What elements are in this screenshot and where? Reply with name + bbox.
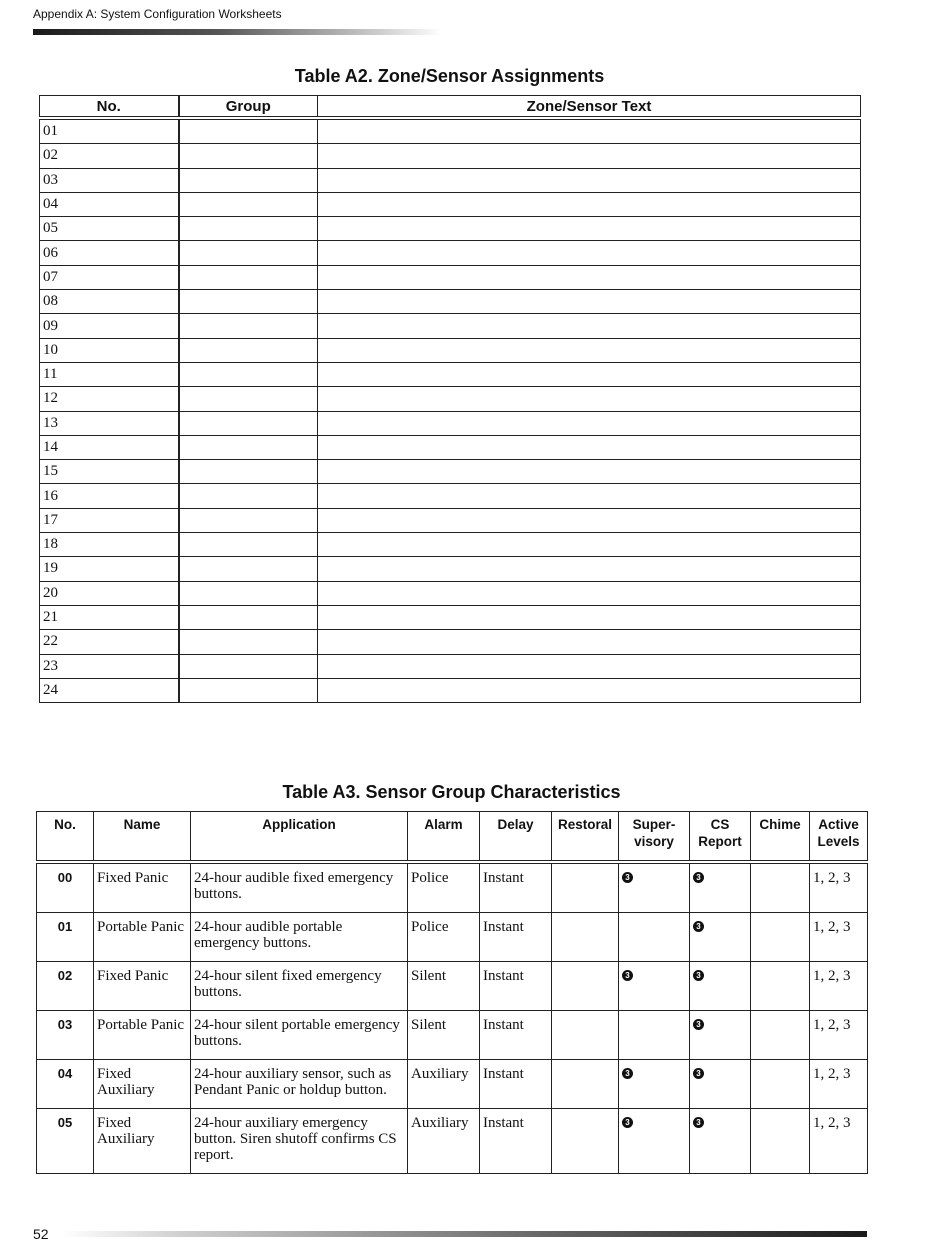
table-row — [37, 1060, 868, 1109]
restoral-cell — [552, 862, 619, 913]
numbered-bullet-icon: 3 — [693, 1068, 704, 1079]
table-row — [40, 411, 861, 435]
group-name-cell: Portable Panic — [94, 913, 191, 962]
zone-number-cell: 20 — [40, 581, 179, 605]
zone-sensor-text-cell — [318, 387, 861, 411]
cs-report-cell — [690, 1109, 751, 1174]
zone-number-cell: 23 — [40, 654, 179, 678]
group-name-cell: Fixed Panic — [94, 962, 191, 1011]
zone-number-cell: 13 — [40, 411, 179, 435]
zone-sensor-text-cell — [318, 605, 861, 629]
numbered-bullet-icon: 3 — [693, 921, 704, 932]
zone-sensor-text-cell — [318, 508, 861, 532]
numbered-bullet-icon: 3 — [622, 1068, 633, 1079]
zone-sensor-text-cell — [318, 314, 861, 338]
group-cell — [179, 387, 318, 411]
group-cell — [179, 241, 318, 265]
group-cell — [179, 314, 318, 338]
group-number-cell: 04 — [37, 1060, 94, 1109]
group-cell — [179, 118, 318, 144]
cs-report-cell — [690, 913, 751, 962]
header-line: Report — [698, 834, 742, 849]
table-row — [40, 605, 861, 629]
supervisory-cell — [619, 913, 690, 962]
supervisory-cell — [619, 1060, 690, 1109]
application-cell: 24-hour audible portable emergency buttons. — [191, 913, 408, 962]
zone-number-cell: 17 — [40, 508, 179, 532]
chime-cell — [751, 913, 810, 962]
chime-cell — [751, 862, 810, 913]
zone-number-cell: 14 — [40, 435, 179, 459]
delay-cell: Instant — [480, 1109, 552, 1174]
table-row — [40, 484, 861, 508]
table-row — [37, 1109, 868, 1174]
sensor-group-characteristics-table — [36, 811, 868, 1174]
chime-cell — [751, 1011, 810, 1060]
table-row — [40, 654, 861, 678]
delay-cell: Instant — [480, 862, 552, 913]
zone-number-cell: 06 — [40, 241, 179, 265]
group-cell — [179, 460, 318, 484]
group-number-cell: 02 — [37, 962, 94, 1011]
table-row — [40, 118, 861, 144]
application-cell: 24-hour audible fixed emergency buttons. — [191, 862, 408, 913]
zone-number-cell: 16 — [40, 484, 179, 508]
numbered-bullet-icon: 3 — [622, 970, 633, 981]
header-line: CS — [710, 817, 730, 832]
table-row — [40, 362, 861, 386]
restoral-cell — [552, 1011, 619, 1060]
group-cell — [179, 678, 318, 702]
application-cell: 24-hour silent fixed emergency buttons. — [191, 962, 408, 1011]
zone-sensor-text-cell — [318, 484, 861, 508]
zone-number-cell: 15 — [40, 460, 179, 484]
zone-sensor-text-cell — [318, 581, 861, 605]
application-cell: 24-hour silent portable emergency buttons. — [191, 1011, 408, 1060]
alarm-cell: Auxiliary — [408, 1060, 480, 1109]
zone-number-cell: 22 — [40, 630, 179, 654]
table-row — [37, 913, 868, 962]
group-cell — [179, 435, 318, 459]
alarm-cell: Silent — [408, 1011, 480, 1060]
group-cell — [179, 144, 318, 168]
column-header-chime: Chime — [751, 812, 810, 863]
table-row — [40, 387, 861, 411]
numbered-bullet-icon: 3 — [693, 1019, 704, 1030]
numbered-bullet-icon: 3 — [693, 970, 704, 981]
running-head: Appendix A: System Configuration Worksheets — [33, 7, 282, 21]
zone-sensor-text-cell — [318, 460, 861, 484]
table-row — [37, 962, 868, 1011]
restoral-cell — [552, 913, 619, 962]
zone-sensor-text-cell — [318, 362, 861, 386]
column-header-zone-sensor-text: Zone/Sensor Text — [318, 96, 861, 119]
restoral-cell — [552, 962, 619, 1011]
table-row — [40, 460, 861, 484]
group-cell — [179, 338, 318, 362]
group-number-cell: 00 — [37, 862, 94, 913]
alarm-cell: Silent — [408, 962, 480, 1011]
table-row — [40, 144, 861, 168]
active-levels-cell: 1, 2, 3 — [810, 1060, 868, 1109]
supervisory-cell — [619, 862, 690, 913]
group-number-cell: 03 — [37, 1011, 94, 1060]
group-number-cell: 05 — [37, 1109, 94, 1174]
active-levels-cell: 1, 2, 3 — [810, 1011, 868, 1060]
zone-number-cell: 10 — [40, 338, 179, 362]
table-row — [40, 533, 861, 557]
zone-sensor-text-cell — [318, 118, 861, 144]
header-line: Levels — [817, 834, 860, 849]
table-row — [40, 290, 861, 314]
cs-report-cell — [690, 862, 751, 913]
group-name-cell: Portable Panic — [94, 1011, 191, 1060]
zone-number-cell: 01 — [40, 118, 179, 144]
active-levels-cell: 1, 2, 3 — [810, 1109, 868, 1174]
group-cell — [179, 605, 318, 629]
group-cell — [179, 557, 318, 581]
table-row — [37, 1011, 868, 1060]
group-cell — [179, 630, 318, 654]
chime-cell — [751, 1060, 810, 1109]
footer-rule — [62, 1231, 867, 1237]
zone-number-cell: 19 — [40, 557, 179, 581]
header-rule — [33, 29, 443, 35]
zone-number-cell: 12 — [40, 387, 179, 411]
header-line: Active — [818, 817, 859, 832]
table-row — [40, 508, 861, 532]
active-levels-cell: 1, 2, 3 — [810, 962, 868, 1011]
zone-number-cell: 24 — [40, 678, 179, 702]
group-cell — [179, 217, 318, 241]
cs-report-cell — [690, 962, 751, 1011]
column-header-alarm: Alarm — [408, 812, 480, 863]
group-cell — [179, 192, 318, 216]
alarm-cell: Auxiliary — [408, 1109, 480, 1174]
zone-sensor-text-cell — [318, 654, 861, 678]
restoral-cell — [552, 1109, 619, 1174]
group-cell — [179, 533, 318, 557]
zone-number-cell: 21 — [40, 605, 179, 629]
table-row — [40, 435, 861, 459]
delay-cell: Instant — [480, 913, 552, 962]
supervisory-cell — [619, 1109, 690, 1174]
zone-sensor-text-cell — [318, 144, 861, 168]
table-row — [40, 192, 861, 216]
chime-cell — [751, 1109, 810, 1174]
table-row — [40, 557, 861, 581]
group-name-cell: Fixed Panic — [94, 862, 191, 913]
supervisory-cell — [619, 962, 690, 1011]
zone-number-cell: 09 — [40, 314, 179, 338]
numbered-bullet-icon: 3 — [693, 872, 704, 883]
zone-sensor-text-cell — [318, 241, 861, 265]
alarm-cell: Police — [408, 913, 480, 962]
zone-number-cell: 11 — [40, 362, 179, 386]
zone-sensor-text-cell — [318, 338, 861, 362]
delay-cell: Instant — [480, 1060, 552, 1109]
group-name-cell: Fixed Auxiliary — [94, 1060, 191, 1109]
table-a2-header-row — [40, 96, 861, 119]
delay-cell: Instant — [480, 962, 552, 1011]
zone-sensor-text-cell — [318, 557, 861, 581]
supervisory-cell — [619, 1011, 690, 1060]
page-number: 52 — [33, 1226, 49, 1242]
column-header-cs-report — [690, 812, 751, 863]
group-cell — [179, 265, 318, 289]
table-row — [40, 241, 861, 265]
zone-sensor-text-cell — [318, 630, 861, 654]
table-row — [40, 581, 861, 605]
table-row — [40, 678, 861, 702]
table-row — [40, 265, 861, 289]
column-header-group: Group — [179, 96, 318, 119]
application-cell: 24-hour auxiliary emergency button. Siren shutoff confirms CS report. — [191, 1109, 408, 1174]
column-header-active-levels — [810, 812, 868, 863]
group-cell — [179, 508, 318, 532]
zone-number-cell: 03 — [40, 168, 179, 192]
zone-sensor-text-cell — [318, 435, 861, 459]
group-cell — [179, 581, 318, 605]
delay-cell: Instant — [480, 1011, 552, 1060]
zone-sensor-text-cell — [318, 290, 861, 314]
header-line: Super- — [632, 817, 676, 832]
zone-sensor-text-cell — [318, 217, 861, 241]
table-row — [40, 630, 861, 654]
column-header-delay: Delay — [480, 812, 552, 863]
table-row — [37, 862, 868, 913]
column-header-no: No. — [37, 812, 94, 863]
table-a3-title: Table A3. Sensor Group Characteristics — [282, 782, 621, 802]
column-header-restoral: Restoral — [552, 812, 619, 863]
group-cell — [179, 411, 318, 435]
numbered-bullet-icon: 3 — [622, 1117, 633, 1128]
table-a3-header-row — [37, 812, 868, 863]
table-row — [40, 314, 861, 338]
active-levels-cell: 1, 2, 3 — [810, 913, 868, 962]
zone-sensor-text-cell — [318, 168, 861, 192]
chime-cell — [751, 962, 810, 1011]
zone-number-cell: 02 — [40, 144, 179, 168]
header-line: visory — [634, 834, 674, 849]
column-header-no: No. — [40, 96, 179, 119]
column-header-name: Name — [94, 812, 191, 863]
zone-sensor-assignments-table — [39, 95, 861, 703]
zone-number-cell: 08 — [40, 290, 179, 314]
zone-sensor-text-cell — [318, 533, 861, 557]
cs-report-cell — [690, 1011, 751, 1060]
zone-sensor-text-cell — [318, 678, 861, 702]
group-cell — [179, 168, 318, 192]
group-cell — [179, 362, 318, 386]
table-row — [40, 217, 861, 241]
restoral-cell — [552, 1060, 619, 1109]
numbered-bullet-icon: 3 — [693, 1117, 704, 1128]
table-a2-title: Table A2. Zone/Sensor Assignments — [294, 66, 605, 86]
cs-report-cell — [690, 1060, 751, 1109]
zone-number-cell: 04 — [40, 192, 179, 216]
zone-number-cell: 05 — [40, 217, 179, 241]
application-cell: 24-hour auxiliary sensor, such as Pendant Panic or holdup button. — [191, 1060, 408, 1109]
group-name-cell: Fixed Auxiliary — [94, 1109, 191, 1174]
column-header-supervisory — [619, 812, 690, 863]
column-header-application: Application — [191, 812, 408, 863]
group-cell — [179, 290, 318, 314]
zone-sensor-text-cell — [318, 265, 861, 289]
group-cell — [179, 654, 318, 678]
group-cell — [179, 484, 318, 508]
zone-sensor-text-cell — [318, 192, 861, 216]
group-number-cell: 01 — [37, 913, 94, 962]
alarm-cell: Police — [408, 862, 480, 913]
table-row — [40, 338, 861, 362]
table-row — [40, 168, 861, 192]
numbered-bullet-icon: 3 — [622, 872, 633, 883]
zone-sensor-text-cell — [318, 411, 861, 435]
zone-number-cell: 07 — [40, 265, 179, 289]
active-levels-cell: 1, 2, 3 — [810, 862, 868, 913]
zone-number-cell: 18 — [40, 533, 179, 557]
